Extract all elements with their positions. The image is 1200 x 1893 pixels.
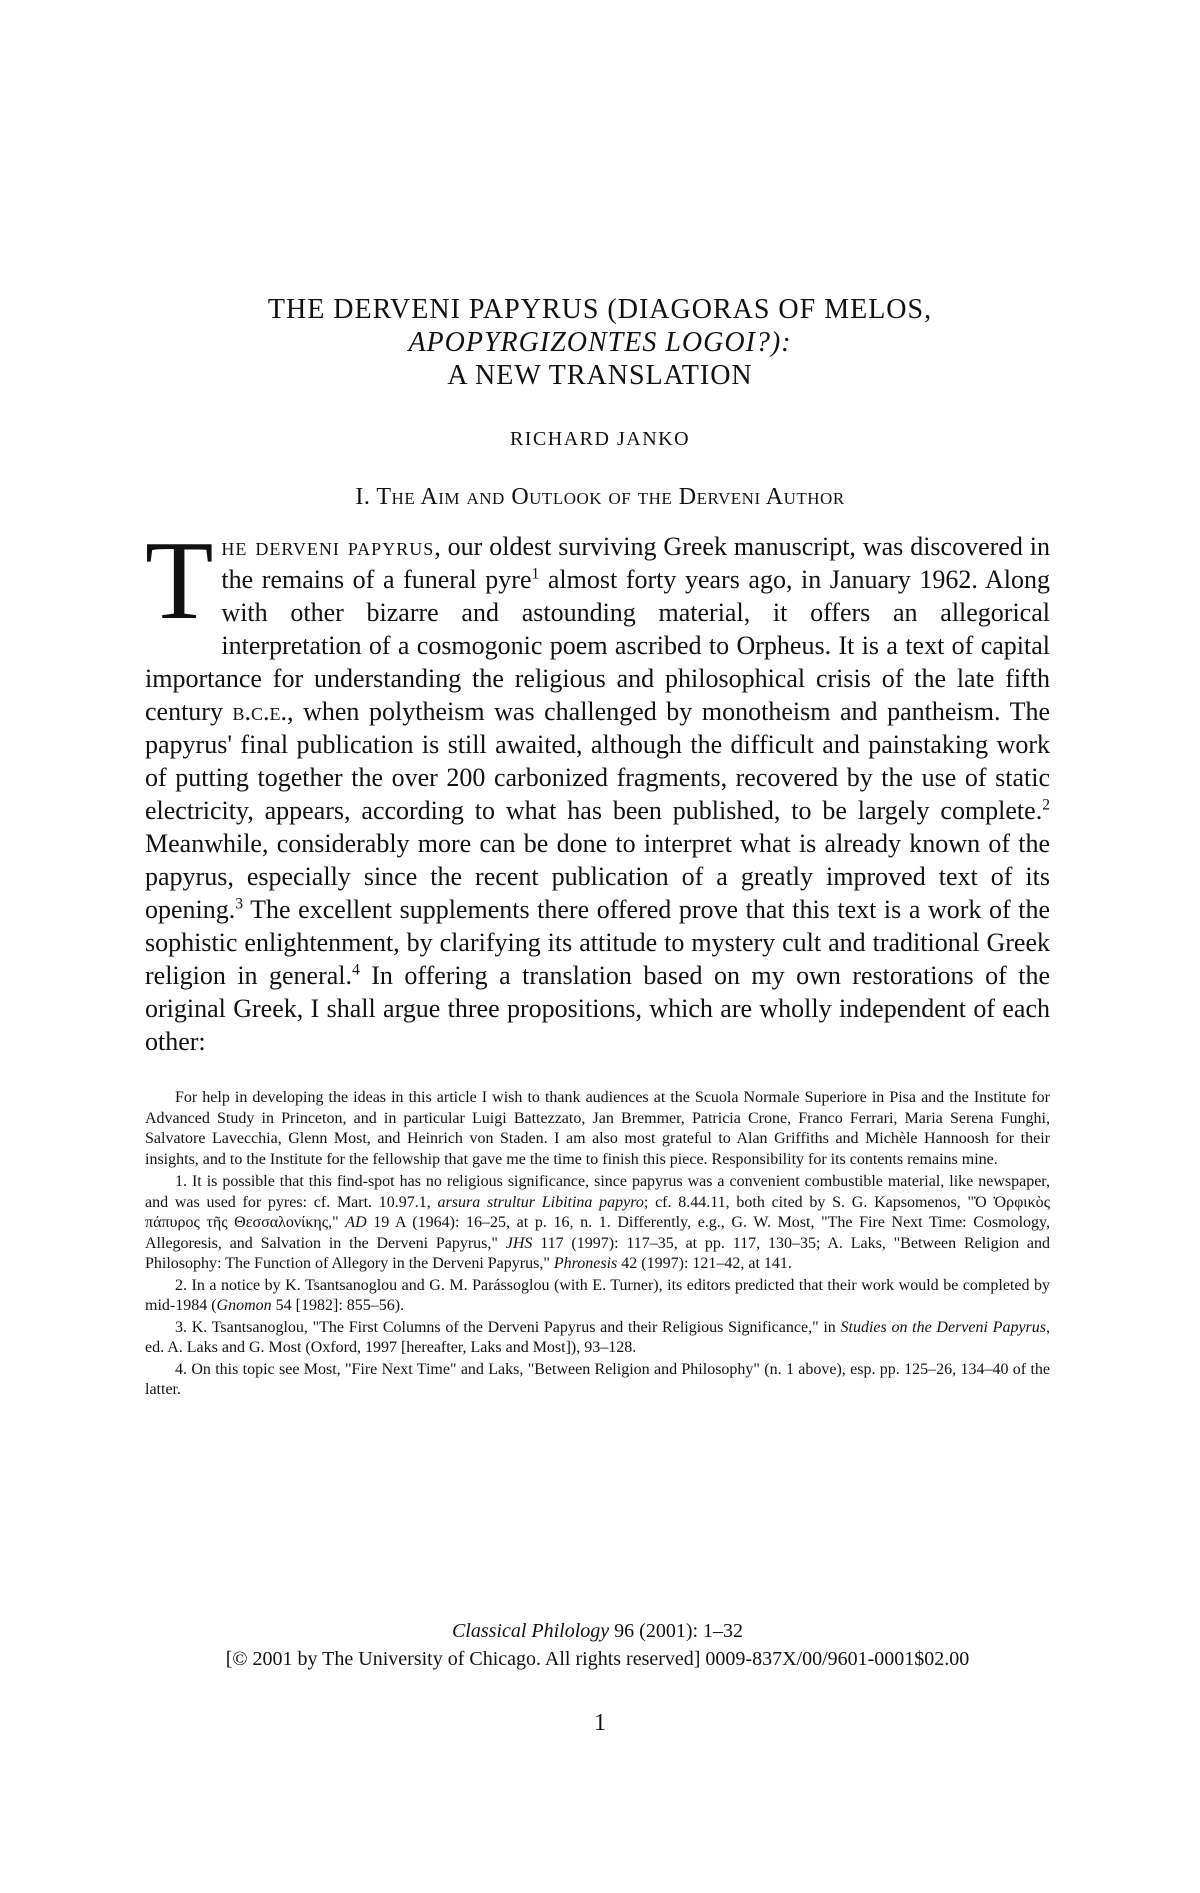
- article-title-line-2: APOPYRGIZONTES LOGOI?):: [408, 327, 792, 358]
- footnote-1: 1. It is possible that this find-spot has no religious significance, since papyrus was a convenient combustible material, like newspaper, and was used for pyres: cf. Mart. 10.97.1, arsura strultur Libitina papyro; cf. 8.44.11, both cited by S. G. Kapsomenos, "Ὁ Ὀρφικὸς πάπυρος τῆς Θεσσαλονίκης," AD 19 A (1964): 16–25, at p. 16, n. 1. Differently, e.g., G. W. Most, "The Fire Next Time: Cosmology, Allegoresis, and Salvation in the Derveni Papyrus," JHS 117 (1997): 117–35, at pp. 117, 130–35; A. Laks, "Between Religion and Philosophy: The Function of Allegory in the Derveni Papyrus," Phronesis 42 (1997): 121–42, at 141.: [145, 1173, 1051, 1272]
- article-title-line-1: THE DERVENI PAPYRUS (DIAGORAS OF MELOS,: [267, 294, 933, 325]
- body-text: , when polytheism was challenged by monotheism and pantheism. The papyrus' final publication is still awaited, although the difficult and painstaking work of putting together the over 200 carbonized fragments, recovered by the use of static electricity, appears, according to what has been published, to be largely complete.: [145, 697, 1050, 825]
- copyright-line: [© 2001 by The University of Chicago. All rights reserved] 0009-837X/00/9601-0001$02.00: [225, 1648, 970, 1670]
- author-name: RICHARD JANKO: [509, 428, 691, 450]
- journal-citation: [145, 1620, 1050, 1643]
- footnote-ref-1[interactable]: 1: [531, 565, 540, 583]
- section-heading: I. The Aim and Outlook of the Derveni Author: [355, 484, 845, 510]
- footnote-ref-2[interactable]: 2: [1042, 796, 1050, 814]
- footnote-3: 3. K. Tsantsanoglou, "The First Columns of the Derveni Papyrus and their Religious Significance," in Studies on the Derveni Papyrus, ed. A. Laks and G. Most (Oxford, 1997 [hereafter, Laks and Most]), 93–128.: [145, 1318, 1051, 1356]
- drop-cap: T: [145, 519, 214, 643]
- page-number: 1: [594, 1710, 606, 1736]
- footnote-ref-4[interactable]: 4: [352, 961, 360, 979]
- body-text: almost forty years ago, in January 1962. Along with other bizarre and astounding material, it offers an allegorical interpretation of a cosmogonic poem ascribed to Orpheus. It is a text of capital importance for understanding the religious and philosophical crisis of the late fifth century: [145, 565, 1050, 726]
- acknowledgment-note: For help in developing the ideas in this article I wish to thank audiences at the Scuola Normale Superiore in Pisa and the Institute for Advanced Study in Princeton, and in particular Luigi Battezzato, Jan Bremmer, Patricia Crone, Franco Ferrari, Maria Serena Funghi, Salvatore Lavecchia, Glenn Most, and Heinrich von Staden. I am also most grateful to Alan Griffiths and Michèle Hannoosh for their insights, and to the Institute for the fellowship that gave me the time to finish this piece. Responsibility for its contents remains mine.: [145, 1089, 1050, 1168]
- lead-in: he derveni papyrus: [221, 532, 435, 561]
- footnote-ref-3[interactable]: 3: [235, 895, 244, 913]
- body-text: , our oldest surviving Greek manuscript, was discovered in the remains of a funeral pyre: [221, 532, 1050, 594]
- body-text: In offering a translation based on my own restorations of the original Greek, I shall argue three propositions, which are wholly independent of each other:: [145, 961, 1050, 1056]
- article-title-line-3: A NEW TRANSLATION: [447, 360, 753, 391]
- era-abbreviation: b.c.e.: [232, 697, 288, 726]
- body-text: The excellent supplements there offered prove that this text is a work of the sophistic enlightenment, by clarifying its attitude to mystery cult and traditional Greek religion in general.: [145, 895, 1050, 990]
- body-text: Meanwhile, considerably more can be done to interpret what is already known of the papyrus, especially since the recent publication of a greatly improved text of its opening.: [145, 829, 1050, 924]
- journal-volume: 96 (2001): 1–32: [609, 1620, 744, 1642]
- journal-name: Classical Philology: [451, 1620, 610, 1642]
- footnote-2: 2. In a notice by K. Tsantsanoglou and G. M. Parássoglou (with E. Turner), its editors predicted that their work would be completed by mid-1984 (Gnomon 54 [1982]: 855–56).: [145, 1276, 1050, 1314]
- footnote-4: 4. On this topic see Most, "Fire Next Time" and Laks, "Between Religion and Philosophy" (n. 1 above), esp. pp. 125–26, 134–40 of the latter.: [145, 1360, 1050, 1398]
- main-body-text: [145, 519, 1050, 1058]
- footnotes: [145, 1088, 1050, 1402]
